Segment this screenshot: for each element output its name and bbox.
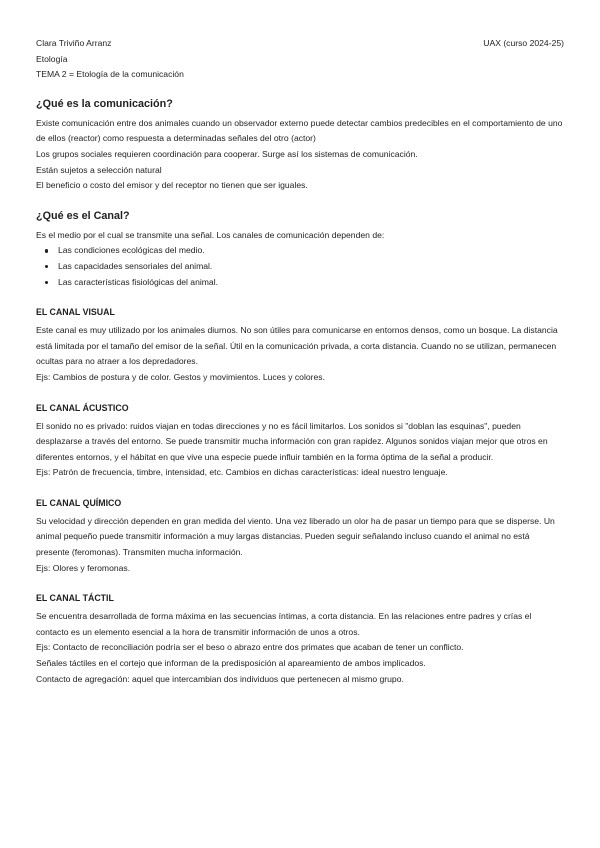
tactile-channel-heading: EL CANAL TÁCTIL	[36, 593, 114, 604]
list-item: Las características fisiológicas del animal.	[58, 275, 564, 291]
chemical-channel-heading: EL CANAL QUÍMICO	[36, 497, 122, 508]
tactile-channel-example: Contacto de agregación: aquel que intercambian dos individuos que pertenecen al mismo grupo.	[36, 673, 404, 684]
chemical-channel-paragraph: Su velocidad y dirección dependen en gran medida del viento. Una vez liberado un olor ha de pasar un tiempo para que se disperse. Un animal pequeño puede transmitir información a muy largas distancias. Pueden seguir señalando incluso cuando el animal no está presente (feromonas). Transmiten mucha información.	[36, 515, 555, 558]
list-item: Las capacidades sensoriales del animal.	[58, 259, 564, 275]
subject-name: Etología	[36, 53, 68, 64]
institution-course: UAX (curso 2024-25)	[483, 38, 564, 48]
channel-heading: ¿Qué es el Canal?	[36, 209, 130, 222]
tactile-channel-example: Ejs: Contacto de reconciliación podría ser el beso o abrazo entre dos primates que acaban de tener un conflicto.	[36, 642, 464, 653]
communication-heading: ¿Qué es la comunicación?	[36, 97, 173, 110]
visual-channel-paragraph: Este canal es muy utilizado por los animales diurnos. No son útiles para comunicarse en entornos densos, como un bosque. La distancia está limitada por el tamaño del emisor de la señal. Útil en la comunicación privada, a corta distancia. Cuando no se utilizan, permanecen ocultas para no atraer a los depredadores.	[36, 325, 558, 367]
topic-title: TEMA 2 = Etología de la comunicación	[36, 69, 184, 80]
list-item: Las condiciones ecológicas del medio.	[58, 243, 564, 259]
communication-paragraph: Existe comunicación entre dos animales cuando un observador externo puede detectar cambios predecibles en el comportamiento de uno de ellos (reactor) como respuesta a determinadas señales del otro (actor)	[36, 117, 563, 144]
header-row	[36, 36, 564, 52]
communication-paragraph: Los grupos sociales requieren coordinación para cooperar. Surge así los sistemas de comunicación.	[36, 148, 418, 159]
acoustic-channel-paragraph: El sonido no es privado: ruidos viajan en todas direcciones y no es fácil limitarlos. Los sonidos si "doblan las esquinas", pueden desplazarse a través del entorno. Se puede transmitir mucha información con gran rapidez. Algunos sonidos viajan mejor que otros en diferentes entornos, y el hábitat en que vive una especie puede influir también en la forma óptima de la señal a producir.	[36, 420, 548, 462]
chemical-channel-examples: Ejs: Olores y feromonas.	[36, 562, 131, 573]
visual-channel-heading: EL CANAL VISUAL	[36, 307, 115, 318]
channel-intro: Es el medio por el cual se transmite una señal. Los canales de comunicación dependen de:	[36, 229, 385, 240]
visual-channel-examples: Ejs: Cambios de postura y de color. Gestos y movimientos. Luces y colores.	[36, 371, 325, 382]
communication-paragraph: Están sujetos a selección natural	[36, 164, 162, 175]
channel-dependencies-list	[36, 243, 564, 290]
author-name: Clara Triviño Arranz	[36, 38, 112, 48]
acoustic-channel-examples: Ejs: Patrón de frecuencia, timbre, intensidad, etc. Cambios en dichas características: ideal nuestro lenguaje.	[36, 467, 448, 478]
tactile-channel-paragraph: Se encuentra desarrollada de forma máxima en las secuencias íntimas, a corta distancia. En las relaciones entre padres y crías el contacto es un elemento esencial a la hora de transmitir información de unos a otros.	[36, 611, 532, 637]
communication-paragraph: El beneficio o costo del emisor y del receptor no tienen que ser iguales.	[36, 180, 308, 191]
tactile-channel-example: Señales táctiles en el cortejo que informan de la predisposición al apareamiento de ambos implicados.	[36, 658, 426, 669]
acoustic-channel-heading: EL CANAL ÁCUSTICO	[36, 402, 129, 413]
